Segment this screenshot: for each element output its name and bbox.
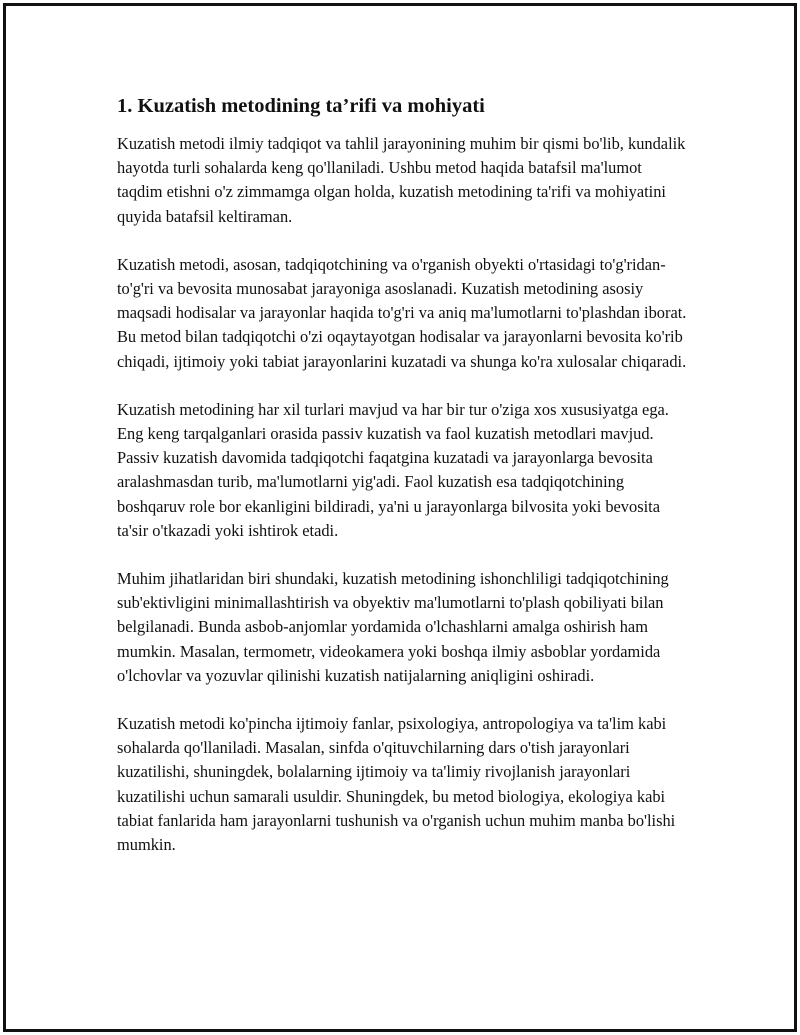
paragraph-1: Kuzatish metodi ilmiy tadqiqot va tahlil jarayonining muhim bir qismi bo'lib, kundalik hayotda turli sohalarda keng qo'llaniladi. Ushbu metod haqida batafsil ma'lumot taqdim etishni o'z zimmamga olgan holda, kuzatish metodining ta'rifi va mohiyatini quyida batafsil keltiraman.: [117, 134, 686, 226]
paragraph-5: Kuzatish metodi ko'pincha ijtimoiy fanlar, psixologiya, antropologiya va ta'lim kabi sohalarda qo'llaniladi. Masalan, sinfda o'qituvchilarning dars o'tish jarayonlari kuzatilishi, shuningdek, bolalarning ijtimoiy va ta'limiy rivojlanish jarayonlari kuzatilishi uchun samarali usuldir. Shuningdek, bu metod biologiya, ekologiya kabi tabiat fanlarida ham jarayonlarni tushunish va o'rganish uchun muhim manba bo'lishi mumkin.: [117, 714, 676, 855]
paragraph-2: Kuzatish metodi, asosan, tadqiqotchining va o'rganish obyekti o'rtasidagi to'g'ridan-to'g'ri va bevosita munosabat jarayoniga asoslanadi. Kuzatish metodining asosiy maqsadi hodisalar va jarayonlar haqida to'g'ri va aniq ma'lumotlarni to'plashdan iborat. Bu metod bilan tadqiqotchi o'zi oqaytayotgan hodisalar va jarayonlarni bevosita ko'rib chiqadi, ijtimoiy yoki tabiat jarayonlarini kuzatadi va shunga ko'ra xulosalar chiqaradi.: [117, 254, 687, 371]
paragraph-3: Kuzatish metodining har xil turlari mavjud va har bir tur o'ziga xos xususiyatga ega. Eng keng tarqalganlari orasida passiv kuzatish va faol kuzatish metodlari mavjud. Passiv kuzatish davomida tadqiqotchi faqatgina kuzatadi va jarayonlarga bevosita aralashmasdan turib, ma'lumotlarni yig'adi. Faol kuzatish esa tadqiqotchining boshqaruv role bor ekanligini bildiradi, ya'ni u jarayonlarga bilvosita yoki bevosita ta'sir o'tkazadi yoki ishtirok etadi.: [117, 399, 669, 540]
paragraph-4: Muhim jihatlaridan biri shundaki, kuzatish metodining ishonchliligi tadqiqotchining sub'ektivligini minimallashtirish va obyektiv ma'lumotlarni to'plash qobiliyati bilan belgilanadi. Bunda asbob-anjomlar yordamida o'lchashlarni amalga oshirish ham mumkin. Masalan, termometr, videokamera yoki boshqa ilmiy asboblar yordamida o'lchovlar va yozuvlar qilinishi kuzatish natijalarning aniqligini oshiradi.: [117, 569, 669, 685]
section-heading: 1. Kuzatish metodining ta’rifi va mohiyati: [117, 95, 485, 117]
document-body: [117, 92, 687, 881]
